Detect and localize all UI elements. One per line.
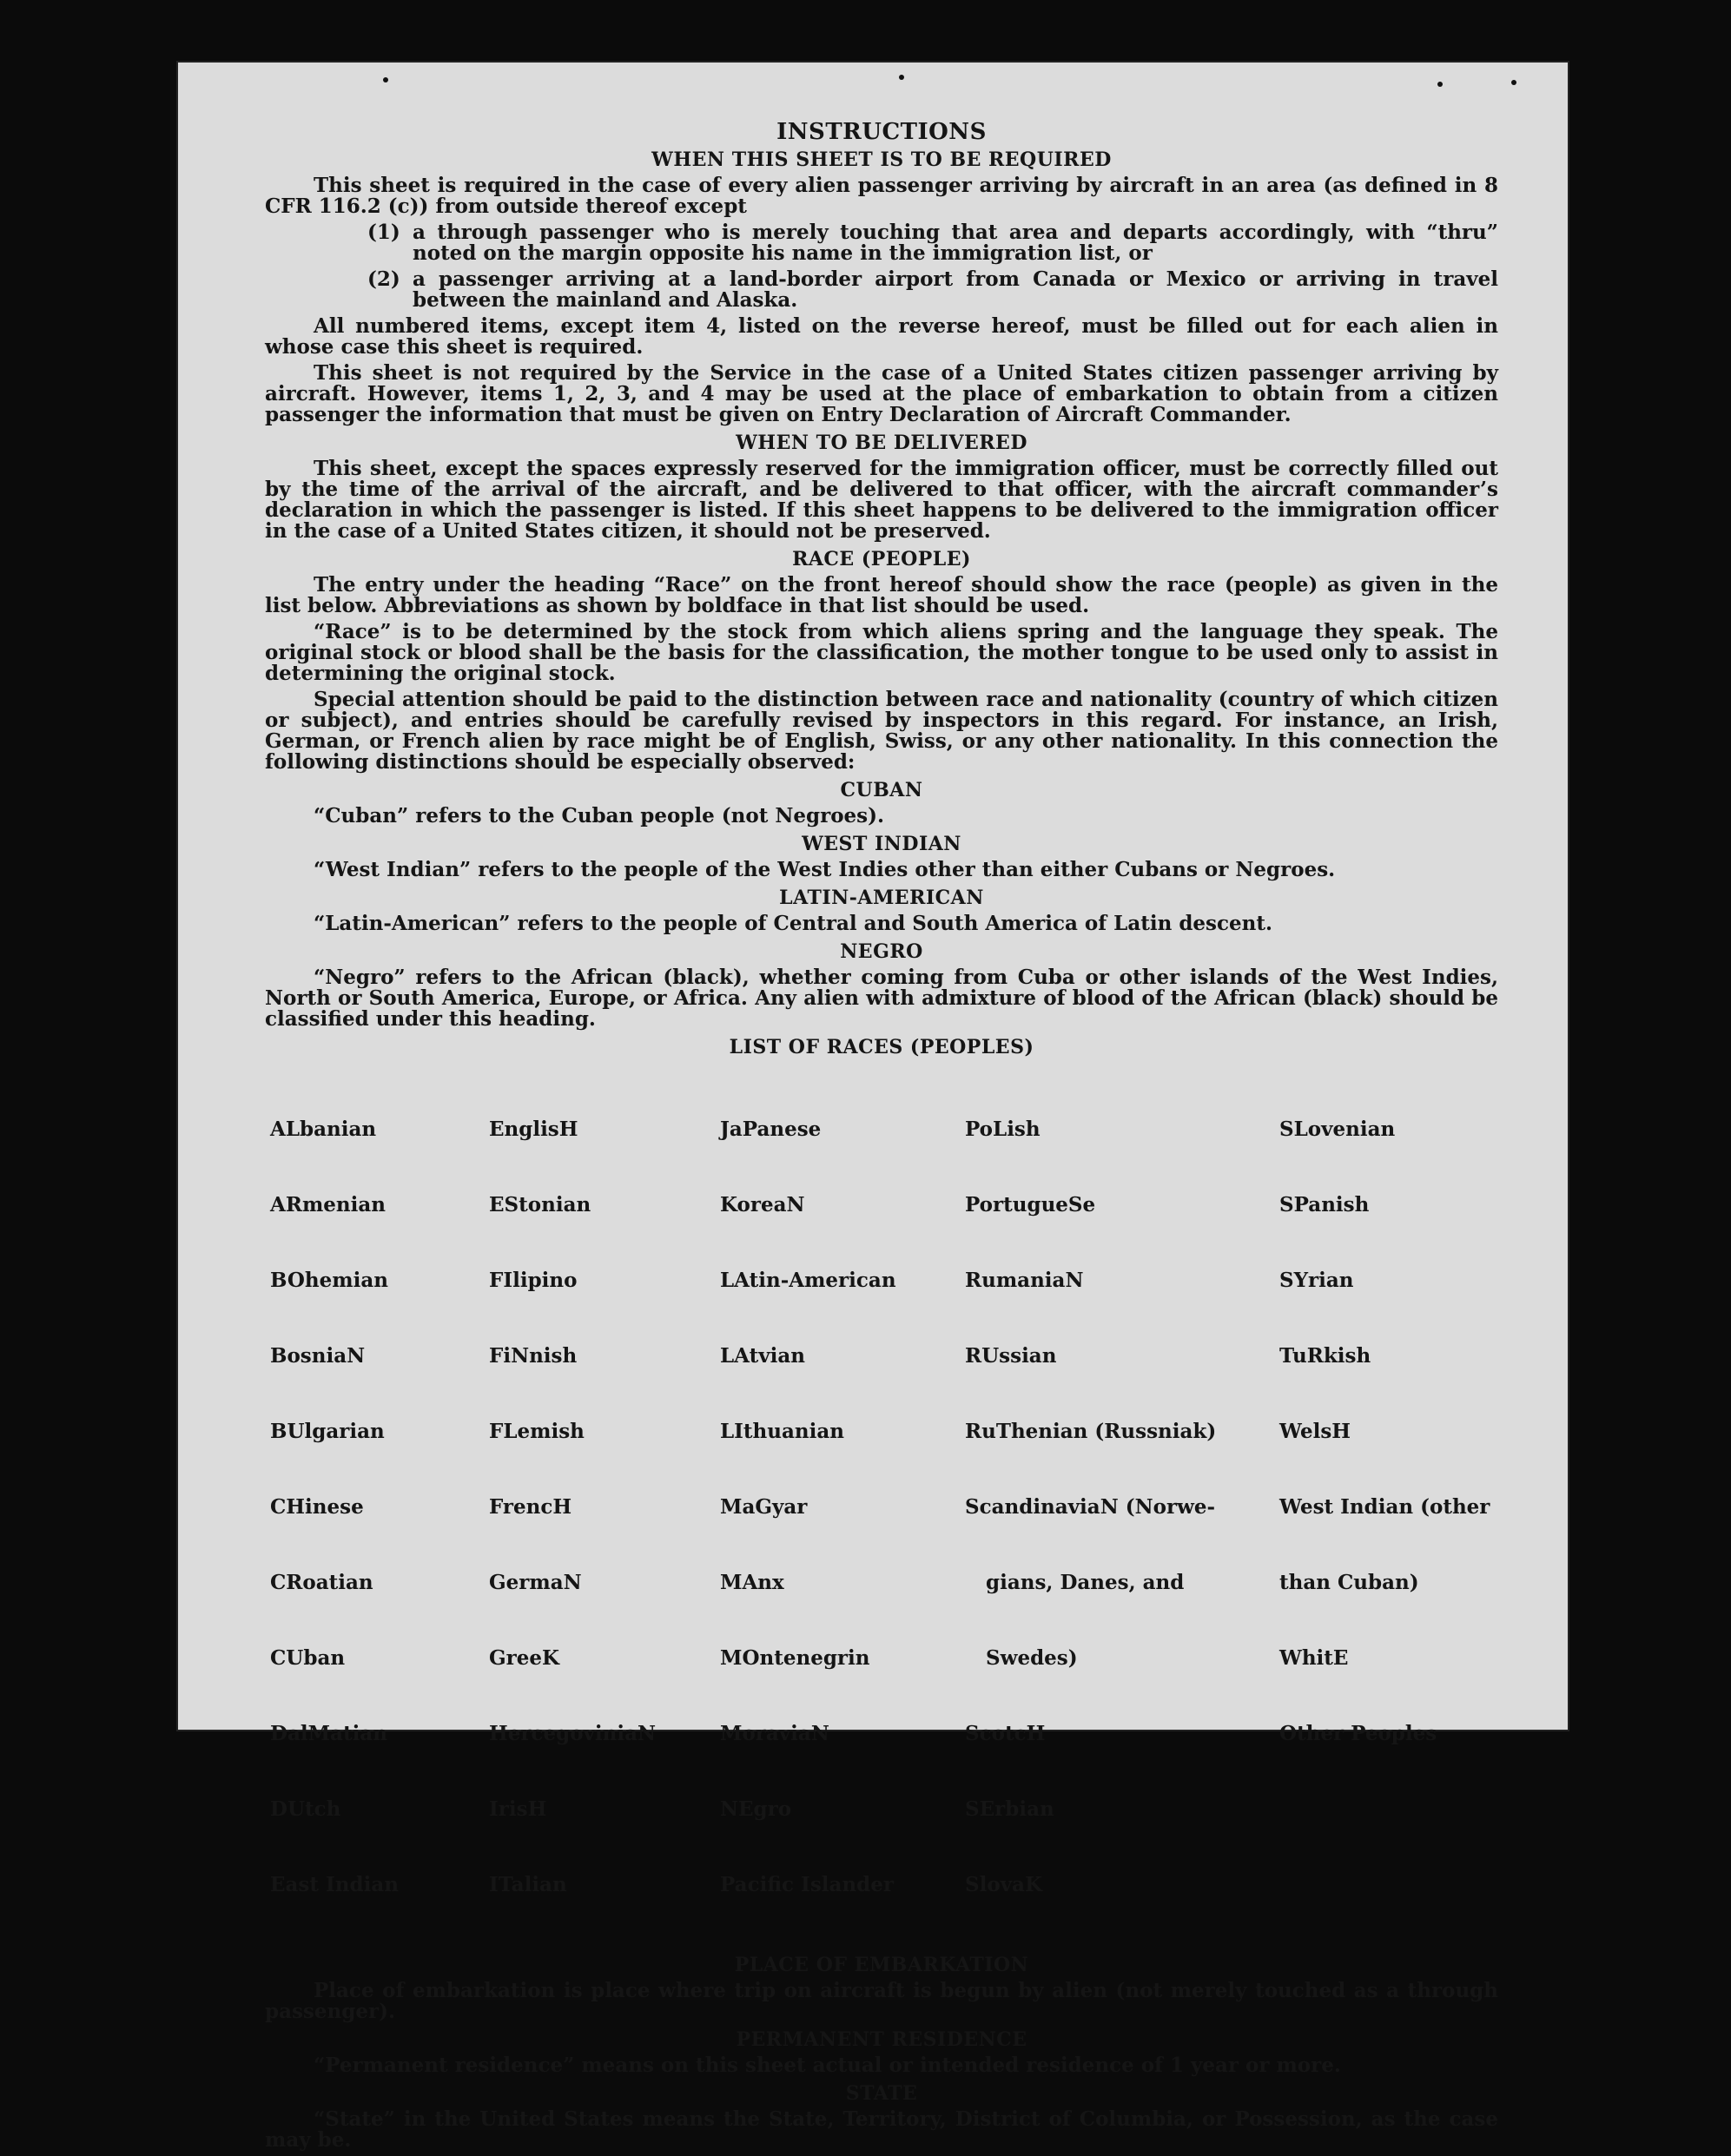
race-entry: BUlgarian bbox=[270, 1420, 385, 1443]
race-entry: WhitE bbox=[1279, 1646, 1349, 1670]
punch-mark bbox=[383, 77, 388, 82]
race-entry: GermaN bbox=[489, 1571, 582, 1594]
exception-item-number: (1) bbox=[367, 221, 400, 244]
exception-item bbox=[265, 222, 1498, 264]
race-entry: KoreaN bbox=[720, 1193, 805, 1216]
races-column bbox=[270, 1066, 489, 1948]
section-heading-permanent-residence: PERMANENT RESIDENCE bbox=[736, 2028, 1027, 2051]
race-entry: MaGyar bbox=[720, 1495, 808, 1519]
race-entry: JaPanese bbox=[720, 1118, 822, 1141]
race-entry: PortugueSe bbox=[965, 1193, 1096, 1216]
section-heading-negro: NEGRO bbox=[840, 940, 923, 963]
place-of-embarkation-text: Place of embarkation is place where trip on aircraft is begun by alien (not merely touched as a through passenger). bbox=[265, 1979, 1498, 2023]
exception-item-text: a passenger arriving at a land-border airport from Canada or Mexico or arriving in travel between the mainland and Alaska. bbox=[413, 267, 1498, 312]
races-list bbox=[270, 1066, 1498, 1948]
when-required-paragraph: All numbered items, except item 4, listed on the reverse hereof, must be filled out for each alien in whose case this sheet is required. bbox=[265, 314, 1498, 359]
race-entry: ITalian bbox=[489, 1873, 567, 1896]
race-entry: DalMatian bbox=[270, 1722, 387, 1745]
race-entry: SYrian bbox=[1279, 1269, 1354, 1292]
section-heading-race: RACE (PEOPLE) bbox=[792, 548, 971, 570]
race-entry: EStonian bbox=[489, 1193, 591, 1216]
race-paragraph: “Race” is to be determined by the stock from which aliens spring and the language they speak. The original stock or blood shall be the basis for the classification, the mother tongue to be used only to assist in determining the original stock. bbox=[265, 620, 1498, 685]
race-entry: ScotcH bbox=[965, 1722, 1046, 1745]
race-entry: LAtin-American bbox=[720, 1269, 896, 1292]
race-entry: FrencH bbox=[489, 1495, 572, 1519]
race-entry: ScandinaviaN (Norwe- bbox=[965, 1495, 1216, 1519]
punch-mark bbox=[899, 75, 904, 80]
cuban-text: “Cuban” refers to the Cuban people (not Negroes). bbox=[314, 804, 885, 827]
race-entry: SPanish bbox=[1279, 1193, 1370, 1216]
race-entry: CHinese bbox=[270, 1495, 364, 1519]
race-entry: MoraviaN bbox=[720, 1722, 829, 1745]
west-indian-text: “West Indian” refers to the people of the West Indies other than either Cubans or Negroes. bbox=[314, 858, 1336, 881]
page-title: INSTRUCTIONS bbox=[776, 119, 987, 145]
race-entry: West Indian (other bbox=[1279, 1495, 1490, 1519]
race-entry: MAnx bbox=[720, 1571, 784, 1594]
race-paragraph: Special attention should be paid to the distinction between race and nationality (country of which citizen or subject), and entries should be carefully revised by inspectors in this regard. For instance, an Irish, German, or French alien by race might be of English, Swiss, or any other nationality. In this connection the following distinctions should be especially observed: bbox=[265, 688, 1498, 774]
race-entry: Other Peoples bbox=[1279, 1722, 1437, 1745]
race-entry: ARmenian bbox=[270, 1193, 387, 1216]
races-column bbox=[1279, 1066, 1503, 1948]
section-heading-when-required: WHEN THIS SHEET IS TO BE REQUIRED bbox=[651, 148, 1112, 171]
latin-american-text: “Latin-American” refers to the people of Central and South America of Latin descent. bbox=[314, 912, 1272, 935]
race-entry: RumaniaN bbox=[965, 1269, 1084, 1292]
races-column bbox=[489, 1066, 720, 1948]
punch-mark bbox=[1511, 80, 1516, 85]
when-required-paragraph: This sheet is not required by the Service in the case of a United States citizen passenger arriving by aircraft. However, items 1, 2, 3, and 4 may be used at the place of embarkation to obtain from a citizen passenger the information that must be given on Entry Declaration of Aircraft Commander. bbox=[265, 361, 1498, 426]
section-heading-place-of-embarkation: PLACE OF EMBARKATION bbox=[734, 1954, 1029, 1976]
section-heading-west-indian: WEST INDIAN bbox=[802, 833, 961, 855]
section-heading-when-delivered: WHEN TO BE DELIVERED bbox=[736, 432, 1027, 454]
exception-item bbox=[265, 269, 1498, 311]
race-entry: BosniaN bbox=[270, 1344, 366, 1368]
race-entry: RuThenian (Russniak) bbox=[965, 1420, 1217, 1443]
race-entry: PoLish bbox=[965, 1118, 1041, 1141]
race-paragraph: The entry under the heading “Race” on the front hereof should show the race (people) as given in the list below. Abbreviations as shown by boldface in that list should be used. bbox=[265, 573, 1498, 617]
race-entry: SErbian bbox=[965, 1797, 1054, 1821]
race-entry: SlovaK bbox=[965, 1873, 1042, 1896]
exception-item-text: a through passenger who is merely touching that area and departs accordingly, with “thru” noted on the margin opposite his name in the immigration list, or bbox=[413, 221, 1498, 265]
section-heading-list-of-races: LIST OF RACES (PEOPLES) bbox=[729, 1036, 1034, 1058]
race-entry: LIthuanian bbox=[720, 1420, 844, 1443]
race-entry: Swedes) bbox=[965, 1646, 1078, 1670]
race-entry: ALbanian bbox=[270, 1118, 377, 1141]
race-entry: East Indian bbox=[270, 1873, 399, 1896]
race-entry: FiNnish bbox=[489, 1344, 578, 1368]
negro-text: “Negro” refers to the African (black), whether coming from Cuba or other islands of the West Indies, North or South America, Europe, or Africa. Any alien with admixture of blood of the African (black) should be classified under this heading. bbox=[265, 966, 1498, 1031]
race-entry: WelsH bbox=[1279, 1420, 1351, 1443]
race-entry: SLovenian bbox=[1279, 1118, 1396, 1141]
section-heading-state: STATE bbox=[845, 2082, 918, 2105]
race-entry: gians, Danes, and bbox=[965, 1571, 1185, 1594]
section-heading-latin-american: LATIN-AMERICAN bbox=[779, 887, 984, 909]
punch-mark bbox=[1437, 82, 1443, 87]
race-entry: FIlipino bbox=[489, 1269, 578, 1292]
races-column bbox=[720, 1066, 965, 1948]
race-entry: CUban bbox=[270, 1646, 346, 1670]
race-entry: Pacific Islander bbox=[720, 1873, 894, 1896]
race-entry: HercegoviniaN bbox=[489, 1722, 657, 1745]
race-entry: IrisH bbox=[489, 1797, 547, 1821]
race-entry: LAtvian bbox=[720, 1344, 805, 1368]
section-heading-cuban: CUBAN bbox=[840, 779, 923, 801]
race-entry: MOntenegrin bbox=[720, 1646, 870, 1670]
race-entry: FLemish bbox=[489, 1420, 585, 1443]
race-entry: GreeK bbox=[489, 1646, 560, 1670]
race-entry: than Cuban) bbox=[1279, 1571, 1419, 1594]
document-sheet bbox=[178, 63, 1568, 2152]
race-entry: BOhemian bbox=[270, 1269, 388, 1292]
race-entry: CRoatian bbox=[270, 1571, 373, 1594]
when-required-intro: This sheet is required in the case of every alien passenger arriving by aircraft in an area (as defined in 8 CFR 116.2 (c)) from outside thereof except bbox=[265, 174, 1498, 218]
race-entry: RUssian bbox=[965, 1344, 1057, 1368]
exception-item-number: (2) bbox=[367, 267, 400, 291]
races-column bbox=[965, 1066, 1279, 1948]
race-entry: TuRkish bbox=[1279, 1344, 1371, 1368]
race-entry: DUtch bbox=[270, 1797, 341, 1821]
state-text: “State” in the United States means the State, Territory, District of Columbia, or Possession, as the case may be. bbox=[265, 2107, 1498, 2152]
when-delivered-text: This sheet, except the spaces expressly reserved for the immigration officer, must be correctly filled out by the time of the arrival of the aircraft, and be delivered to that officer, with the aircraft commander’s declaration in which the passenger is listed. If this sheet happens to be delivered to the immigration officer in the case of a United States citizen, it should not be preserved. bbox=[265, 457, 1498, 543]
permanent-residence-text: “Permanent residence” means on this sheet actual or intended residence of 1 year or more. bbox=[314, 2054, 1341, 2077]
race-entry: NEgro bbox=[720, 1797, 792, 1821]
race-entry: EnglisH bbox=[489, 1118, 578, 1141]
instructions-content bbox=[265, 119, 1498, 2156]
